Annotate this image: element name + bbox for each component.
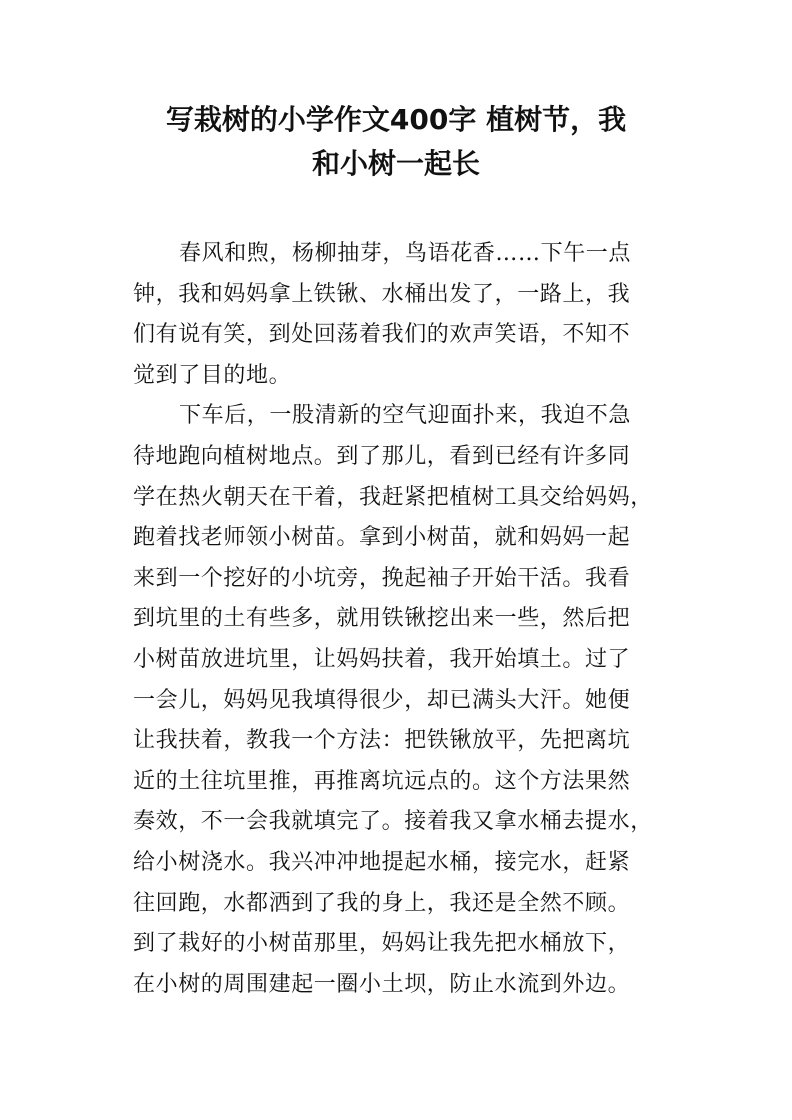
paragraph-2-line-3: 学在热火朝天在干着，我赶紧把植树工具交给妈妈， xyxy=(133,484,653,510)
paragraph-2-line-2: 待地跑向植树地点。到了那儿，看到已经有许多同 xyxy=(133,443,631,469)
paragraph-2-line-11: 奏效，不一会我就填完了。接着我又拿水桶去提水， xyxy=(133,809,653,835)
paragraph-2-line-4: 跑着找老师领小树苗。拿到小树苗，就和妈妈一起 xyxy=(133,525,631,551)
paragraph-2-line-14: 到了栽好的小树苗那里，妈妈让我先把水桶放下， xyxy=(133,931,631,957)
paragraph-1-line-2: 钟，我和妈妈拿上铁锹、水桶出发了，一路上，我 xyxy=(133,281,631,307)
paragraph-2-line-10: 近的土往坑里推，再推离坑远点的。这个方法果然 xyxy=(133,768,631,794)
paragraph-2-line-5: 来到一个挖好的小坑旁，挽起袖子开始干活。我看 xyxy=(133,565,631,591)
paragraph-2-line-7: 小树苗放进坑里，让妈妈扶着，我开始填土。过了 xyxy=(133,646,631,672)
paragraph-1-line-1: 春风和煦，杨柳抽芽，鸟语花香……下午一点 xyxy=(179,241,632,266)
document-title xyxy=(100,98,692,186)
paragraph-2-line-8: 一会儿，妈妈见我填得很少，却已满头大汗。她便 xyxy=(133,687,631,713)
document-body xyxy=(133,234,673,1005)
paragraph-1-line-4: 觉到了目的地。 xyxy=(133,362,292,388)
paragraph-2-line-1: 下车后，一股清新的空气迎面扑来，我迫不急 xyxy=(179,403,632,429)
paragraph-2-line-13: 往回跑，水都洒到了我的身上，我还是全然不顾。 xyxy=(133,890,631,916)
title-line-2: 和小树一起长 xyxy=(311,147,480,180)
title-line-1: 写栽树的小学作文400字 植树节，我 xyxy=(165,103,627,136)
paragraph-2-line-15: 在小树的周围建起一圈小土坝，防止水流到外边。 xyxy=(133,971,631,997)
paragraph-2-line-12: 给小树浇水。我兴冲冲地提起水桶，接完水，赶紧 xyxy=(133,849,631,875)
paragraph-1-line-3: 们有说有笑，到处回荡着我们的欢声笑语，不知不 xyxy=(133,322,631,348)
paragraph-2-line-9: 让我扶着，教我一个方法：把铁锹放平，先把离坑 xyxy=(133,728,631,754)
paragraph-2-line-6: 到坑里的土有些多，就用铁锹挖出来一些，然后把 xyxy=(133,606,631,632)
